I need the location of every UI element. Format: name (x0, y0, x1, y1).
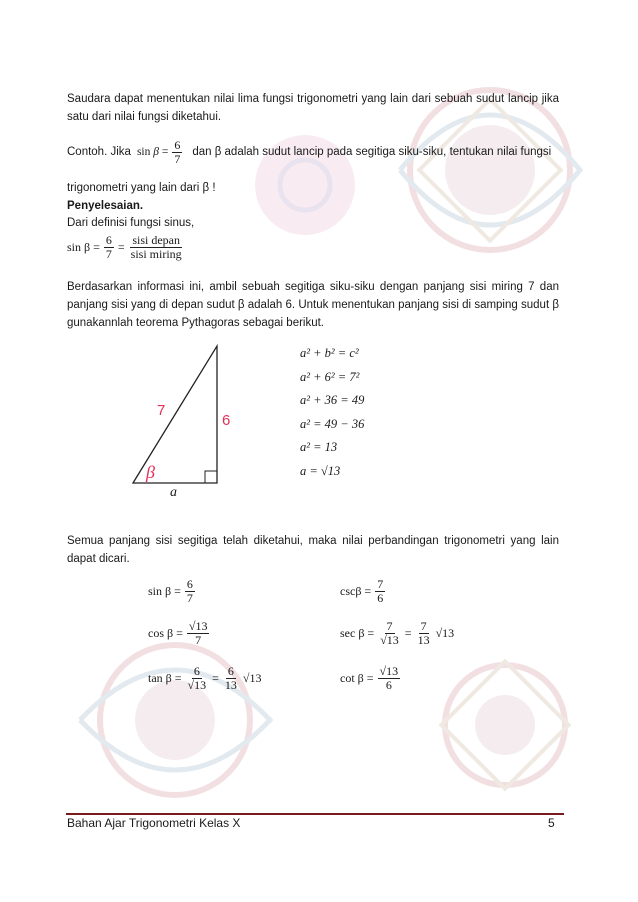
pythagoras-intro: Berdasarkan informasi ini, ambil sebuah segitiga siku-siku dengan panjang sisi miring 7 dan panjang sisi yang di depan sudut β adalah 6. Untuk menentukan panjang sisi di samping sudut β gunakannlah teorema Pythagoras sebagai berikut. (67, 281, 559, 329)
sec-ratio: sec β = $\frac{7}{√13}$ = $\frac{7}{13}$ √13 (340, 619, 455, 647)
sin-frac (185, 578, 195, 605)
sec-lhs: sec β = (340, 626, 375, 640)
step-5: a² = 13 (300, 440, 338, 454)
tan-frac1 (186, 665, 209, 692)
ornament-bottom-right (420, 640, 590, 810)
sin-lhs: sin β = (148, 584, 181, 598)
cos-num: √13 (188, 619, 208, 633)
opp-label: 6 (222, 412, 231, 429)
adj-label: a (170, 485, 177, 500)
sin-num: 6 (186, 577, 193, 591)
example-fraction (172, 139, 182, 166)
hyp-label: 7 (157, 402, 166, 419)
tan-ratio: tan β = $\frac{6}{√13}$ = $\frac{6}{13}$ √13 (148, 664, 262, 692)
cot-num: √13 (379, 664, 399, 678)
sin-definition: sin β = $\frac{6}{7}$ = $\frac{\text{sisi depan}}{\text{sisi miring}}$ (67, 233, 182, 261)
sec-frac1 (378, 620, 401, 647)
cos-ratio (148, 620, 209, 647)
csc-lhs: cscβ = (340, 584, 372, 598)
step-1: a² + b² = c² (300, 346, 359, 360)
cot-lhs: cot β = (340, 671, 374, 685)
sec-den2: 13 (417, 633, 430, 647)
csc-ratio (340, 578, 385, 605)
angle-label: β (146, 462, 155, 482)
cot-ratio (340, 665, 400, 692)
definition-text: Dari definisi fungsi sinus, (67, 217, 195, 229)
step-2: a² + 6² = 7² (300, 369, 360, 384)
sin-def-lhs: sin β = (67, 240, 100, 254)
cot-den: 6 (385, 678, 392, 692)
sec-den: √13 (380, 633, 399, 647)
sin-ratio (148, 578, 195, 605)
tan-lhs: tan β = (148, 671, 182, 685)
sin-def-num2: sisi depan (132, 233, 181, 247)
ornament-bottom-left (70, 620, 280, 820)
example-num: 6 (174, 137, 181, 152)
intro-paragraph: Saudara dapat menentukan nilai lima fungsi trigonometri yang lain dari sebuah sudut lancip jika satu dari nilai fungsi diketahui. (67, 93, 559, 123)
tan-den2: 13 (224, 678, 237, 692)
sin-def-num1: 6 (105, 233, 112, 247)
sec-tail: √13 (435, 626, 455, 640)
step-3: a² + 36 = 49 (300, 393, 365, 407)
tan-tail: √13 (242, 671, 262, 685)
sec-num2: 7 (420, 619, 427, 633)
step-4: a² = 49 − 36 (300, 416, 365, 431)
cot-frac (378, 665, 401, 692)
example-prefix: Contoh. Jika (67, 146, 131, 158)
footer-title: Bahan Ajar Trigonometri Kelas X (67, 816, 241, 830)
footer-divider (66, 813, 564, 815)
example-line (67, 135, 559, 169)
page-number: 5 (548, 816, 555, 830)
step-6: a = √13 (300, 463, 341, 478)
example-den: 7 (174, 151, 181, 166)
sin-def-den2: sisi miring (130, 247, 182, 261)
sin-def-frac2 (129, 234, 184, 261)
sec-num: 7 (386, 619, 393, 633)
tan-num: 6 (193, 664, 200, 678)
pythagoras-steps (300, 342, 364, 483)
tan-den: √13 (187, 678, 207, 692)
solution-heading: Penyelesaian. (67, 200, 144, 212)
example-sin-lhs: sin β = (136, 146, 169, 158)
cos-lhs: cos β = (148, 626, 183, 640)
cos-frac (187, 620, 210, 647)
csc-frac (375, 578, 385, 605)
sec-frac2 (416, 620, 432, 647)
right-angle-mark (205, 471, 217, 483)
csc-den: 6 (377, 591, 384, 605)
tan-frac2 (223, 665, 239, 692)
cos-den: 7 (195, 633, 202, 647)
example-mid: dan β adalah sudut lancip pada segitiga siku-siku, tentukan nilai fungsi (192, 146, 552, 158)
csc-num: 7 (377, 577, 384, 591)
example-line2: trigonometri yang lain dari β ! (67, 182, 216, 194)
sin-den: 7 (186, 591, 193, 605)
sin-def-frac1 (104, 234, 114, 261)
sin-def-den1: 7 (105, 247, 112, 261)
ratios-intro: Semua panjang sisi segitiga telah diketahui, maka nilai perbandingan trigonometri yang lain dapat dicari. (67, 535, 559, 565)
tan-num2: 6 (227, 664, 234, 678)
